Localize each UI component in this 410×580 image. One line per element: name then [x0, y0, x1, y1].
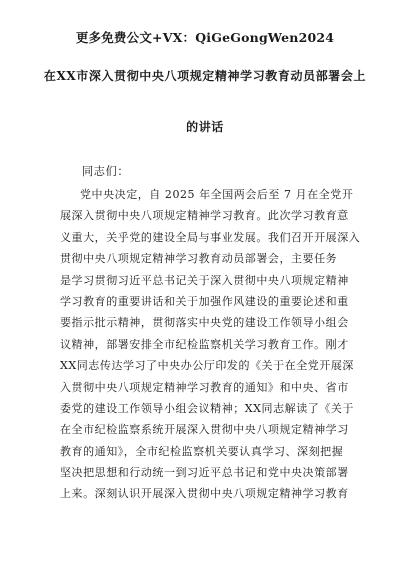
document-title-continued: 的讲话 — [186, 120, 224, 134]
paragraph-line: 上来。深刻认识开展深入贯彻中央八项规定精神学习教育 — [60, 487, 349, 501]
paragraph-line: 委党的建设工作领导小组会议精神；XX同志解读了《关于 — [60, 401, 354, 415]
paragraph-line: 教育的通知》，全市纪检监察机关要认真学习、深刻把握 — [60, 444, 344, 458]
paragraph-line: 学习教育的重要讲话和关于加强作风建设的重要论述和重 — [60, 294, 349, 308]
paragraph-line: 是学习贯彻习近平总书记关于深入贯彻中央八项规定精神 — [60, 273, 349, 287]
watermark-header: 更多免费公文+VX：QiGeGongWen2024 — [75, 30, 335, 45]
paragraph-line: 要指示批示精神，贯彻落实中央党的建设工作领导小组会 — [60, 316, 349, 330]
paragraph-line: 党中央决定，自 2025 年全国两会后至 7 月在全党开 — [80, 188, 354, 201]
paragraph-line: 义重大，关乎党的建设全局与事业发展。我们召开开展深入 — [60, 230, 360, 244]
paragraph-line: XX同志传达学习了中央办公厅印发的《关于在全党开展深 — [60, 359, 354, 373]
paragraph-line: 贯彻中央八项规定精神学习教育动员部署会，主要任务 — [60, 252, 338, 266]
paragraph-line: 议精神，部署安排全市纪检监察机关学习教育工作。刚才 — [60, 337, 349, 351]
document-title: 在XX市深入贯彻中央八项规定精神学习教育动员部署会上 — [43, 69, 367, 83]
paragraph-line: 展深入贯彻中央八项规定精神学习教育。此次学习教育意 — [60, 209, 349, 223]
greeting: 同志们： — [82, 165, 130, 178]
paragraph-line: 坚决把思想和行动统一到习近平总书记和党中央决策部署 — [60, 466, 349, 480]
paragraph-line: 在全市纪检监察系统开展深入贯彻中央八项规定精神学习 — [60, 423, 349, 437]
body-paragraph — [60, 184, 360, 505]
paragraph-line: 入贯彻中央八项规定精神学习教育的通知》和中央、省市 — [60, 380, 349, 394]
